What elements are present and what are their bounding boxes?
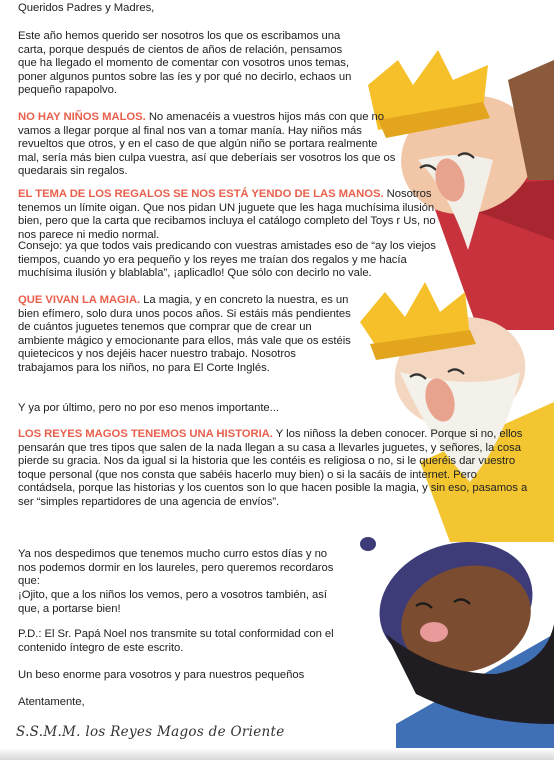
section-magia [18, 294, 354, 376]
section-heading: LOS REYES MAGOS TENEMOS UNA HISTORIA. [18, 428, 273, 440]
section-heading: NO HAY NIÑOS MALOS. [18, 111, 146, 123]
closing-line: Atentamente, [18, 696, 85, 708]
greeting: Queridos Padres y Madres, [18, 2, 155, 14]
section-regalos [18, 188, 454, 242]
signature: S.S.M.M. los Reyes Magos de Oriente [16, 724, 285, 740]
section-body: La magia, y en concreto la nuestra, es un bien efímero, solo dura unos pocos años. Si estáis más pendientes de cuántos juguetes tenemos que comprar que de crear un ambiente mágico y emocionante para ellos, más vale que os estéis quietecicos y nos dejéis hacer nuestro trabajo. Nosotros trabajamos para los niños, no para El Corte Inglés. [18, 294, 351, 374]
section-historia [18, 428, 530, 510]
ojito-paragraph: ¡Ojito, que a los niños los vemos, pero a vosotros también, así que, a portarse bien! [18, 589, 327, 615]
section-heading: EL TEMA DE LOS REGALOS SE NOS ESTÁ YENDO DE LAS MANOS. [18, 188, 384, 200]
consejo-paragraph: Consejo: ya que todos vais predicando con vuestras amistades eso de “ay los viejos tiempos, cuando yo era pequeño y los reyes me traían dos regalos y me hacía muchísima ilusión y blablabla”, ¡aplicadlo! Que sólo con decirlo no vale. [18, 240, 436, 280]
last-note: Y ya por último, pero no por eso menos importante... [18, 402, 279, 414]
kiss-line: Un beso enorme para vosotros y para nuestros pequeños [18, 669, 305, 681]
section-body: Nosotros tenemos un límite oigan. Que nos pidan UN juguete que les haga muchísima ilusión bien, pero que la carta que recibamos incluya el catálogo completo del Toys r Us, no nos parece ni medio normal. [18, 188, 436, 241]
king-baltasar-illustration [356, 524, 554, 760]
section-body: No amenacéis a vuestros hijos más con que no vamos a llegar porque al final nos van a tomar manía. Hay niños más revueltos que otros, y en el caso de que algún niño se portara realmente mal, sería más bien culpa vuestra, así que deberíais ser vosotros los que os quedarais sin regalos. [18, 111, 396, 178]
ps-paragraph: P.D.: El Sr. Papá Noel nos transmite su total conformidad con el contenido íntegro de este escrito. [18, 628, 334, 654]
intro-paragraph: Este año hemos querido ser nosotros los que os escribamos una carta, porque después de cientos de años de relación, pensamos que ha llegado el momento de comentar con vosotros unos temas, poner algunos puntos sobre las íes y por qué no decirlo, echaos un pequeño rapapolvo. [18, 30, 352, 97]
section-body: Y los niñoss la deben conocer. Porque si no, ellos pensarán que tres tipos que salen de la nada llegan a su casa a llevarles juguetes, y señores, la cosa pierde su gracia. Nos da igual si la historia que les contéis es religiosa o no, si le queréis dar vuestro toque personal (que nos consta que sabéis hacerlo muy bien) o si la sacáis de internet. Pero contádsela, porque las historias y los cuentos son lo que hacen posible la magia, y sin eso, pasamos a ser “simples repartidores de una agencia de envíos”. [18, 428, 528, 508]
page-bottom-edge [0, 748, 554, 760]
section-no-hay-ninos-malos [18, 111, 396, 179]
farewell-paragraph: Ya nos despedimos que tenemos mucho curro estos días y no nos podemos dormir en los laureles, pero queremos recordaros que: [18, 548, 334, 588]
section-heading: QUE VIVAN LA MAGIA. [18, 294, 141, 306]
